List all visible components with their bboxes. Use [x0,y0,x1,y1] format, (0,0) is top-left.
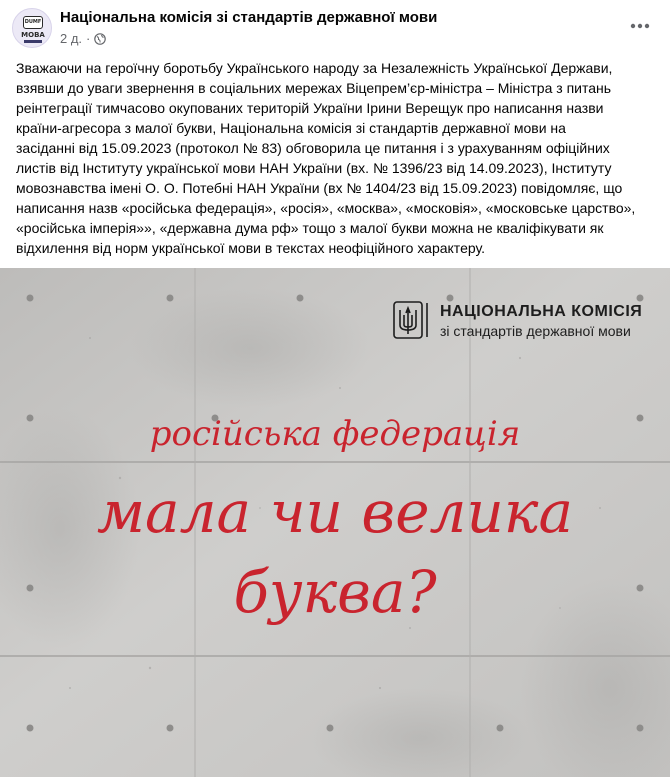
page-avatar[interactable] [12,8,52,48]
more-options-icon [630,23,650,29]
post-time-link[interactable]: 2 д. [60,31,83,46]
image-headline-line1: російська федерація [149,414,521,454]
org-name-title: НАЦІОНАЛЬНА КОМІСІЯ [440,303,643,320]
post-header [0,0,670,56]
avatar-logo-bar [24,40,42,43]
page-name-link[interactable]: Національна комісія зі стандартів державної мови [60,9,438,26]
image-headline-line2: мала чи велика [96,478,574,546]
globe-icon[interactable] [94,33,106,45]
more-options-button[interactable] [626,12,654,40]
avatar-logo-word: МОВА [21,31,45,39]
post-message: Зважаючи на героїчну боротьбу Українського народу за Незалежність Української Держави, взявши до уваги звернення в соціальних мережах Віцепрем’єр-міністра – Міністра з питань реінтеграції тимчасово окупованих територій України Ірини Верещук про написання назви країни-агресора з малої букви, Національна комісія зі стандартів державної мови на засіданні від 15.09.2023 (протокол № 83) обговорила це питання і з урахуванням офіційних листів від Інституту української мови НАН України (вх. № 1396/23 від 14.09.2023), Інституту мовознавства імені О. О. Потебні НАН України (вх № 1404/23 від 15.09.2023) повідомляє, що написання назв «російська федерація», «росія», «москва», «московія», «московське царство», «російська імперія»», «державна дума рф» тощо з малої букви можна не кваліфікувати як відхилення від норм української мови в текстах неофіційного характеру. [16,60,636,256]
avatar-logo-box: DUMF [23,16,43,29]
image-headline-line3: буква? [233,558,437,626]
post-meta [60,31,106,46]
meta-separator: · [86,31,91,46]
trident-emblem-icon [393,301,431,341]
org-name-subtitle: зі стандартів державної мови [440,323,631,339]
